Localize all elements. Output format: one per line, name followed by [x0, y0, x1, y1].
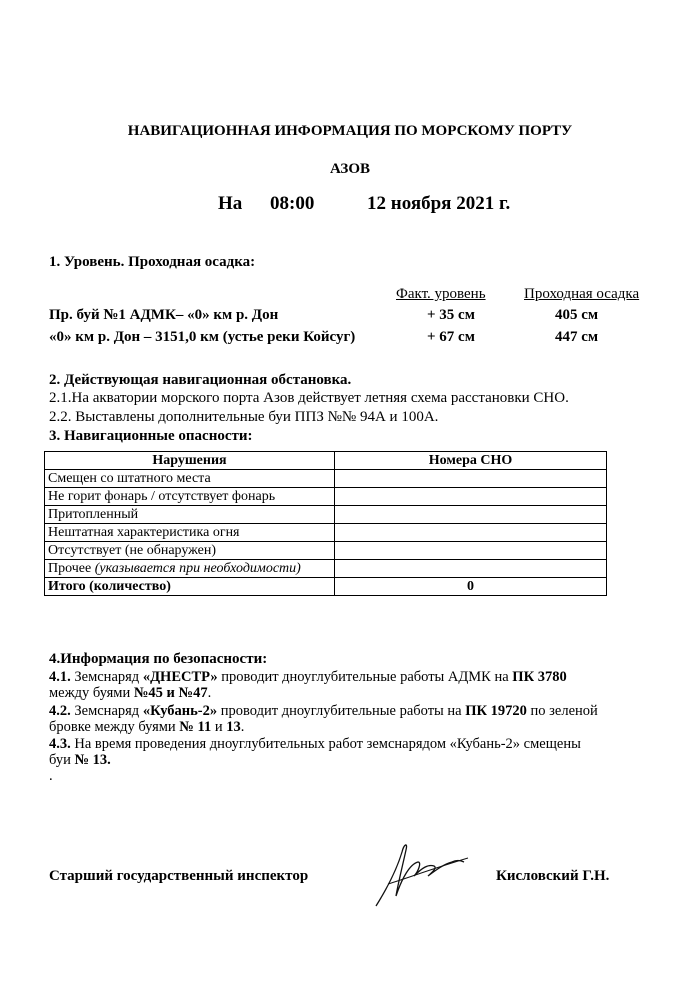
- nav-status-line: 2.2. Выставлены дополнительные буи ППЗ №№ 94А и 100А.: [49, 409, 439, 425]
- buoy-numbers-cell: [335, 470, 607, 488]
- level-row-draft: 447 см: [555, 329, 599, 345]
- level-row-location: Пр. буй №1 АДМК– «0» км р. Дон: [49, 307, 279, 323]
- port-name: АЗОВ: [329, 161, 371, 177]
- section1-heading: 1. Уровень. Проходная осадка:: [49, 254, 256, 270]
- pk-marker: ПК 3780: [512, 669, 567, 685]
- table-row: [45, 470, 607, 488]
- section2-heading: 2. Действующая навигационная обстановка.: [49, 372, 352, 388]
- buoy-numbers-cell: [335, 560, 607, 578]
- table-row: [45, 524, 607, 542]
- document-title: НАВИГАЦИОННАЯ ИНФОРМАЦИЯ ПО МОРСКОМУ ПОРТУ: [127, 123, 573, 139]
- buoy-numbers-cell: [335, 506, 607, 524]
- other-note: (указывается при необходимости): [94, 561, 301, 576]
- date-prefix: На: [218, 193, 243, 214]
- col-fact-level: Факт. уровень: [396, 286, 486, 302]
- inspector-position: Старший государственный инспектор: [49, 868, 309, 884]
- pk-marker: ПК 19720: [465, 703, 527, 719]
- report-date: 12 ноября 2021 г.: [367, 193, 511, 214]
- level-row-location: «0» км р. Дон – 3151,0 км (устье реки Койсуг): [49, 329, 356, 345]
- hazards-table: [44, 451, 607, 596]
- violation-label: Смещен со штатного места: [45, 470, 335, 488]
- dredger-name: «Кубань-2»: [142, 703, 218, 719]
- buoy-numbers-cell: [335, 488, 607, 506]
- signature-image: [368, 838, 478, 910]
- table-row: [45, 542, 607, 560]
- buoy-numbers-cell: [335, 524, 607, 542]
- buoy-numbers: №45 и №47: [133, 685, 208, 701]
- buoy-numbers: № 13.: [74, 752, 111, 768]
- level-row-draft: 405 см: [555, 307, 599, 323]
- other-label: Прочее: [48, 561, 92, 576]
- buoy-numbers: 13: [226, 719, 241, 735]
- section4-heading: 4.Информация по безопасности:: [49, 651, 268, 667]
- inspector-name: Кисловский Г.Н.: [496, 868, 610, 884]
- safety-item-4-1: 4.1. Земснаряд «ДНЕСТР» проводит дноуглубительные работы АДМК на ПК 3780 между буями №45 и №47.: [49, 669, 567, 701]
- violation-label: Нештатная характеристика огня: [45, 524, 335, 542]
- item-number: 4.2.: [49, 703, 71, 719]
- dredger-name: «ДНЕСТР»: [142, 669, 218, 685]
- safety-item-4-3: 4.3. На время проведения дноуглубительных работ земснарядом «Кубань-2» смещены буи № 13. .: [49, 736, 581, 784]
- buoy-numbers: № 11: [179, 719, 212, 735]
- col-violation: Нарушения: [45, 452, 335, 470]
- level-row-value: + 67 см: [427, 329, 475, 345]
- col-buoy-numbers: Номера СНО: [335, 452, 607, 470]
- violation-label: Притопленный: [45, 506, 335, 524]
- violation-label-other: [45, 560, 335, 578]
- table-row: [45, 488, 607, 506]
- table-total-row: [45, 578, 607, 596]
- col-passing-draft: Проходная осадка: [524, 286, 640, 302]
- trailing-dot: .: [49, 768, 53, 784]
- table-row: [45, 506, 607, 524]
- total-value: 0: [335, 578, 607, 596]
- safety-item-4-2: 4.2. Земснаряд «Кубань-2» проводит дноуглубительные работы на ПК 19720 по зеленой бровке между буями № 11 и 13.: [49, 703, 598, 735]
- section3-heading: 3. Навигационные опасности:: [49, 428, 253, 444]
- nav-status-line: 2.1.На акватории морского порта Азов действует летняя схема расстановки СНО.: [49, 390, 569, 406]
- table-header-row: [45, 452, 607, 470]
- violation-label: Не горит фонарь / отсутствует фонарь: [45, 488, 335, 506]
- total-label: Итого (количество): [45, 578, 335, 596]
- report-time: 08:00: [270, 193, 315, 214]
- level-row-value: + 35 см: [427, 307, 475, 323]
- buoy-numbers-cell: [335, 542, 607, 560]
- item-number: 4.1.: [49, 669, 71, 685]
- table-row-other: [45, 560, 607, 578]
- item-number: 4.3.: [49, 736, 71, 752]
- violation-label: Отсутствует (не обнаружен): [45, 542, 335, 560]
